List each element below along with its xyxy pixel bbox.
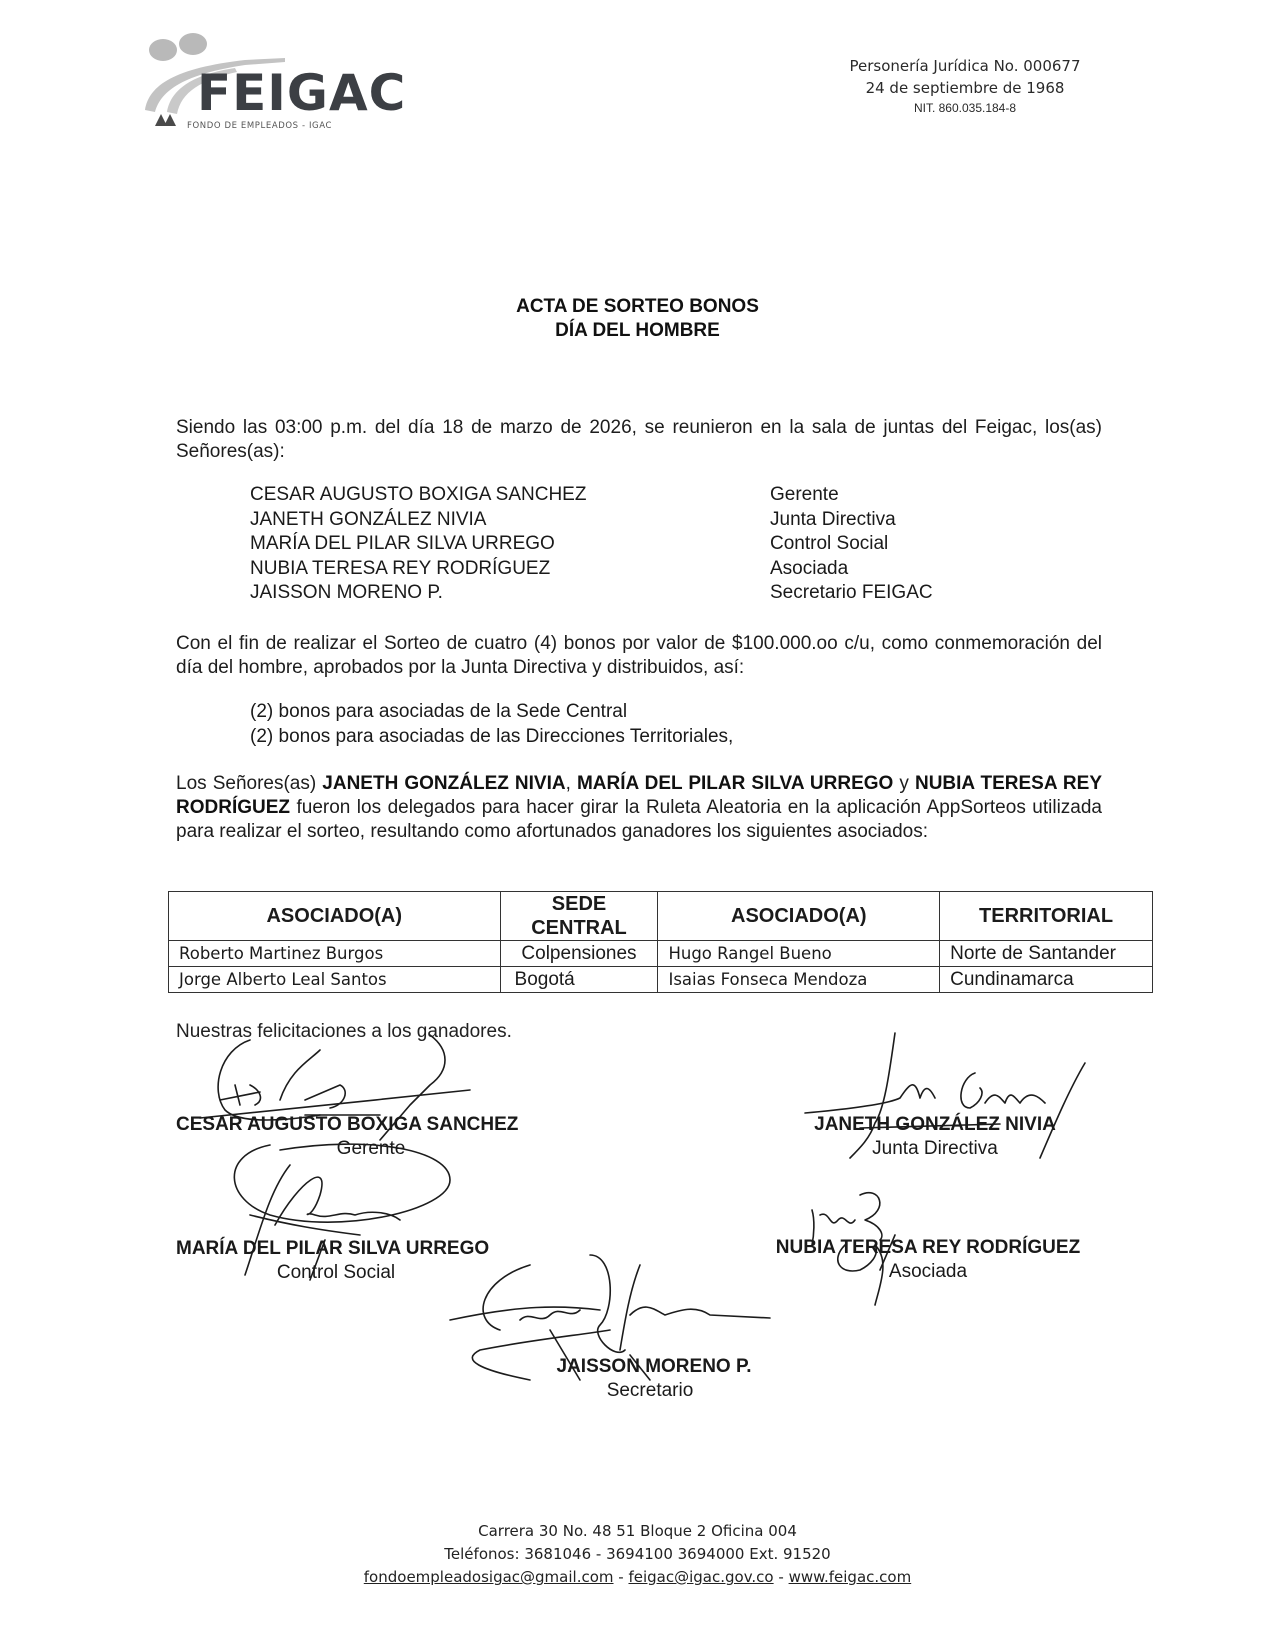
delegate-name: NUBIA TERESA REY RODRÍGUEZ	[176, 773, 1103, 818]
signer-role: Control Social	[276, 1262, 396, 1283]
title-line-2: DÍA DEL HOMBRE	[555, 320, 720, 341]
delegate-name: JANETH GONZÁLEZ NIVIA	[322, 773, 566, 794]
intro-paragraph: Siendo las 03:00 p.m. del día 18 de marzo de 2026, se reunieron en la sala de juntas del Feigac, los(as) Señores(as):	[176, 417, 1102, 462]
document-title	[0, 295, 1275, 343]
table-cell: Hugo Rangel Bueno	[658, 941, 940, 967]
delegates-paragraph	[176, 772, 1102, 844]
attendee-role: Asociada	[770, 557, 849, 579]
attendee-role: Control Social	[770, 533, 889, 554]
attendee-name: MARÍA DEL PILAR SILVA URREGO	[250, 533, 555, 554]
signer-role: Asociada	[888, 1261, 968, 1282]
legal-info	[770, 55, 1160, 117]
signer-name: JANETH GONZÁLEZ NIVIA	[814, 1114, 1056, 1135]
signer-name: NUBIA TERESA REY RODRÍGUEZ	[775, 1237, 1081, 1258]
nit: NIT. 860.035.184-8	[913, 101, 1017, 115]
purpose-paragraph: Con el fin de realizar el Sorteo de cuatro (4) bonos por valor de $100.000.oo c/u, como conmemoración del día del hombre, aprobados por la Junta Directiva y distribuidos, así:	[176, 633, 1102, 678]
distribution-item: (2) bonos para asociadas de la Sede Central	[250, 701, 628, 722]
closing-text: Nuestras felicitaciones a los ganadores.	[176, 1021, 512, 1042]
attendee-role: Junta Directiva	[770, 508, 896, 530]
table-cell: Roberto Martinez Burgos	[169, 941, 501, 967]
personeria-juridica: Personería Jurídica No. 000677	[849, 57, 1081, 75]
delegates-separator: y	[893, 773, 915, 794]
attendee-row	[250, 483, 1100, 508]
feigac-logo	[135, 30, 435, 135]
signer-name: CESAR AUGUSTO BOXIGA SANCHEZ	[176, 1114, 519, 1135]
attendee-name: CESAR AUGUSTO BOXIGA SANCHEZ	[250, 484, 587, 505]
attendee-name: JAISSON MORENO P.	[250, 582, 443, 603]
attendee-row	[250, 508, 1100, 533]
signature-block-jaisson	[470, 1355, 790, 1403]
footer-separator: -	[773, 1568, 789, 1586]
table-cell: Cundinamarca	[940, 967, 1153, 993]
footer-contact	[0, 1566, 1275, 1589]
delegates-suffix: fueron los delegados para hacer girar la Ruleta Aleatoria en la aplicación AppSorteos utilizada para realizar el sorteo, resultando como afortunados ganadores los siguientes asociados:	[176, 797, 1102, 842]
column-header: ASOCIADO(A)	[169, 892, 501, 941]
table-row	[169, 967, 1153, 993]
column-header: SEDE CENTRAL	[500, 892, 658, 941]
attendee-row	[250, 532, 1100, 557]
signer-role: Junta Directiva	[872, 1138, 998, 1159]
signature-block-janeth	[790, 1113, 1080, 1161]
attendee-row	[250, 581, 1100, 606]
distribution-list	[250, 700, 733, 749]
table-cell: Colpensiones	[500, 941, 658, 967]
logo-text: FEIGAC	[197, 64, 407, 122]
attendee-row	[250, 557, 1100, 582]
attendees-list	[250, 483, 1100, 606]
footer-address: Carrera 30 No. 48 51 Bloque 2 Oficina 004	[478, 1522, 797, 1540]
footer-phones: Teléfonos: 3681046 - 3694100 3694000 Ext. 91520	[444, 1545, 831, 1563]
delegate-name: MARÍA DEL PILAR SILVA URREGO	[576, 773, 894, 794]
signer-name: MARÍA DEL PILAR SILVA URREGO	[176, 1238, 490, 1259]
signer-name: JAISSON MORENO P.	[556, 1356, 752, 1377]
signer-role: Gerente	[336, 1138, 406, 1159]
attendee-role: Gerente	[770, 484, 839, 505]
table-header-row	[169, 892, 1153, 941]
website-link[interactable]: www.feigac.com	[788, 1568, 912, 1586]
logo-subtitle: FONDO DE EMPLEADOS - IGAC	[187, 121, 333, 131]
signature-block-nubia	[758, 1236, 1098, 1284]
email-link-igac[interactable]: feigac@igac.gov.co	[628, 1568, 774, 1586]
distribution-item: (2) bonos para asociadas de las Direcciones Territoriales,	[250, 725, 734, 747]
table-cell: Jorge Alberto Leal Santos	[169, 967, 501, 993]
column-header: ASOCIADO(A)	[658, 892, 940, 941]
attendee-name: JANETH GONZÁLEZ NIVIA	[250, 508, 487, 530]
footer	[0, 1520, 1275, 1589]
email-link-gmail[interactable]: fondoempleadosigac@gmail.com	[363, 1568, 614, 1586]
table-cell: Bogotá	[500, 967, 658, 993]
title-line-1: ACTA DE SORTEO BONOS	[516, 296, 759, 317]
attendee-name: NUBIA TERESA REY RODRÍGUEZ	[250, 557, 551, 579]
personeria-date: 24 de septiembre de 1968	[865, 79, 1065, 97]
attendee-role: Secretario FEIGAC	[770, 582, 933, 603]
winners-table	[168, 891, 1153, 993]
table-cell: Norte de Santander	[940, 941, 1153, 967]
footer-separator: -	[613, 1568, 629, 1586]
table-cell: Isaias Fonseca Mendoza	[658, 967, 940, 993]
table-row	[169, 941, 1153, 967]
signer-role: Secretario	[606, 1380, 694, 1401]
delegates-separator: ,	[565, 773, 577, 794]
column-header: TERRITORIAL	[940, 892, 1153, 941]
delegates-prefix: Los Señores(as)	[176, 773, 323, 794]
